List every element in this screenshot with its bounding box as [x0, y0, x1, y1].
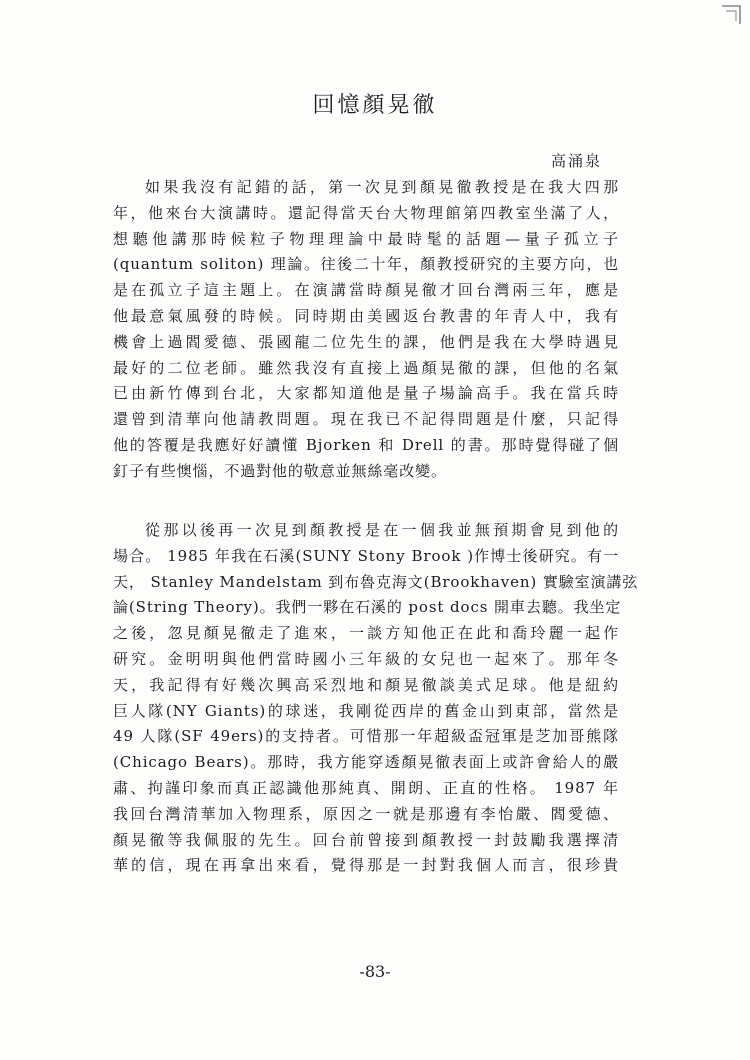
text-line: 巨人隊(NY Giants)的球迷，我剛從西岸的舊金山到東部，當然是 — [113, 701, 619, 720]
binding-mark-icon — [718, 2, 744, 28]
text-line: 從那以後再一次見到顏教授是在一個我並無預期會見到他的 — [145, 521, 619, 539]
text-line: 天，我記得有好幾次興高采烈地和顏晃徹談美式足球。他是紐約 — [113, 675, 619, 694]
text-line: 華的信，現在再拿出來看，覺得那是一封對我個人而言，很珍貴 — [113, 856, 619, 875]
paragraph-2 — [113, 518, 639, 879]
document-title: 回憶顏晃徹 — [312, 93, 438, 118]
text-line: 釘子有些懊惱，不過對他的敬意並無絲毫改變。 — [113, 461, 447, 480]
text-line: 機會上過閻愛德、張國龍二位先生的課，他們是我在大學時遇見 — [113, 332, 619, 351]
text-line: 天， Stanley Mandelstam 到布魯克海文(Brookhaven) 實驗室演講弦 — [113, 572, 639, 591]
text-line: 已由新竹傳到台北，大家都知道他是量子場論高手。我在當兵時 — [113, 384, 619, 403]
text-line: 想聽他講那時候粒子物理理論中最時髦的話題—量子孤立子 — [113, 229, 619, 248]
text-line: 場合。 1985 年我在石溪(SUNY Stony Brook )作博士後研究。有一 — [113, 546, 619, 565]
text-line: 49 人隊(SF 49ers)的支持者。可惜那一年超級盃冠軍是芝加哥熊隊 — [113, 727, 619, 746]
text-line: 年，他來台大演講時。還記得當天台大物理館第四教室坐滿了人， — [113, 203, 619, 222]
author-name: 高涌泉 — [550, 152, 602, 170]
text-line: (Chicago Bears)。那時，我方能穿透顏晃徹表面上或許會給人的嚴 — [113, 753, 619, 772]
text-line: 論(String Theory)。我們一夥在石溪的 post docs 開車去聽。我坐定 — [113, 598, 622, 617]
text-line: 顏晃徹等我佩服的先生。回台前曾接到顏教授一封鼓勵我選擇清 — [113, 830, 619, 849]
text-line: 研究。金明明與他們當時國小三年級的女兒也一起來了。那年冬 — [113, 649, 619, 668]
text-line: 他最意氣風發的時候。同時期由美國返台教書的年青人中，我有 — [113, 306, 619, 325]
text-line: 之後，忽見顏晃徹走了進來，一談方知他正在此和喬玲麗一起作 — [113, 624, 619, 643]
text-line: 我回台灣清華加入物理系，原因之一就是那邊有李怡嚴、閻愛德、 — [113, 804, 619, 823]
text-line: 他的答覆是我應好好讀懂 Bjorken 和 Drell 的書。那時覺得碰了個 — [113, 435, 619, 454]
paragraph-1 — [113, 175, 619, 485]
text-line: 如果我沒有記錯的話，第一次見到顏晃徹教授是在我大四那 — [145, 178, 619, 196]
text-line: 還曾到清華向他請教問題。現在我已不記得問題是什麼，只記得 — [113, 410, 619, 429]
text-line: 肅、拘謹印象而真正認識他那純真、開朗、正直的性格。 1987 年 — [113, 778, 619, 797]
text-line: 是在孤立子這主題上。在演講當時顏晃徹才回台灣兩三年，應是 — [113, 281, 619, 300]
text-line: (quantum soliton) 理論。往後二十年，顏教授研究的主要方向，也 — [113, 255, 619, 274]
text-line: 最好的二位老師。雖然我沒有直接上過顏晃徹的課，但他的名氣 — [113, 358, 619, 377]
page-number: -83- — [359, 962, 391, 981]
